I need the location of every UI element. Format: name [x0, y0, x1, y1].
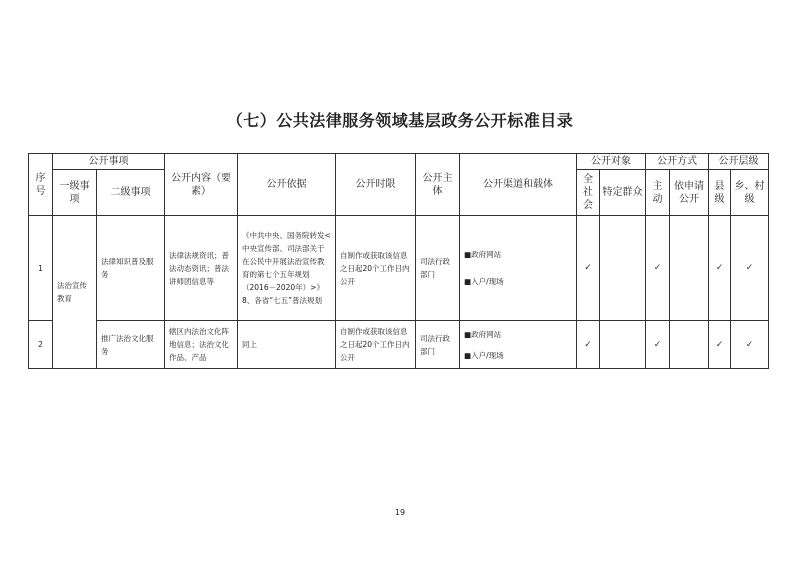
page-title: （七）公共法律服务领域基层政务公开标准目录: [226, 111, 574, 130]
header-time-limit: 公开时限: [336, 154, 416, 216]
header-level2: 二级事项: [97, 170, 165, 216]
row-time-limit: 自制作或获取该信息之日起20个工作日内公开: [336, 321, 416, 369]
header-content: 公开内容（要素）: [165, 154, 238, 216]
row-time-limit: 自制作或获取该信息之日起20个工作日内公开: [336, 216, 416, 321]
row-content: 辖区内法治文化阵地信息；法治文化作品、产品: [165, 321, 238, 369]
header-level-county: 县级: [709, 170, 731, 216]
table-row: [29, 216, 769, 321]
header-method-active: 主动: [646, 170, 670, 216]
channel-onsite: ■入户/现场: [464, 350, 504, 360]
table-row: [29, 321, 769, 369]
row-level2: 推广法治文化服务: [97, 321, 165, 369]
header-basis: 公开依据: [238, 154, 336, 216]
header-target-group: 公开对象: [577, 154, 646, 170]
header-target-specific: 特定群众: [600, 170, 646, 216]
check-target-specific: [600, 321, 646, 369]
row-subject: 司法行政部门: [416, 321, 460, 369]
check-method-active: ✓: [646, 321, 670, 369]
channel-website: ■政府网站: [464, 329, 502, 339]
check-level-town: ✓: [731, 216, 769, 321]
check-target-specific: [600, 216, 646, 321]
check-level-town: ✓: [731, 321, 769, 369]
header-row-1: [29, 154, 769, 170]
row-level2: 法律知识普及服务: [97, 216, 165, 321]
check-method-request: [670, 321, 709, 369]
page-number: 19: [394, 508, 406, 517]
check-level-county: ✓: [709, 321, 731, 369]
row-channel: [460, 216, 577, 321]
header-method-group: 公开方式: [646, 154, 709, 170]
row-seq: 1: [29, 216, 53, 321]
row-channel: [460, 321, 577, 369]
row-basis: 《中共中央、国务院转发<中央宣传部、司法部关于在公民中开展法治宣传教育的第七个五年规划（2016－2020年）>》8、各省“七五”普法规划: [238, 216, 336, 321]
header-seq: 序号: [29, 154, 53, 216]
row-subject: 司法行政部门: [416, 216, 460, 321]
level1-item: 法治宣传教育: [53, 216, 97, 369]
standard-catalog-table: [28, 153, 769, 369]
header-items-group: 公开事项: [53, 154, 165, 170]
check-method-request: [670, 216, 709, 321]
header-method-request: 依申请公开: [670, 170, 709, 216]
channel-website: ■政府网站: [464, 250, 502, 259]
check-target-all: ✓: [577, 321, 600, 369]
check-method-active: ✓: [646, 216, 670, 321]
row-content: 法律法规资讯；普法动态资讯；普法讲师团信息等: [165, 216, 238, 321]
check-level-county: ✓: [709, 216, 731, 321]
channel-onsite: ■入户/现场: [464, 277, 504, 286]
row-seq: 2: [29, 321, 53, 369]
header-level-group: 公开层级: [709, 154, 769, 170]
header-level-town: 乡、村级: [731, 170, 769, 216]
row-basis: 同上: [238, 321, 336, 369]
check-target-all: ✓: [577, 216, 600, 321]
header-target-all: 全社会: [577, 170, 600, 216]
header-level1: 一级事项: [53, 170, 97, 216]
header-subject: 公开主体: [416, 154, 460, 216]
header-channel: 公开渠道和载体: [460, 154, 577, 216]
